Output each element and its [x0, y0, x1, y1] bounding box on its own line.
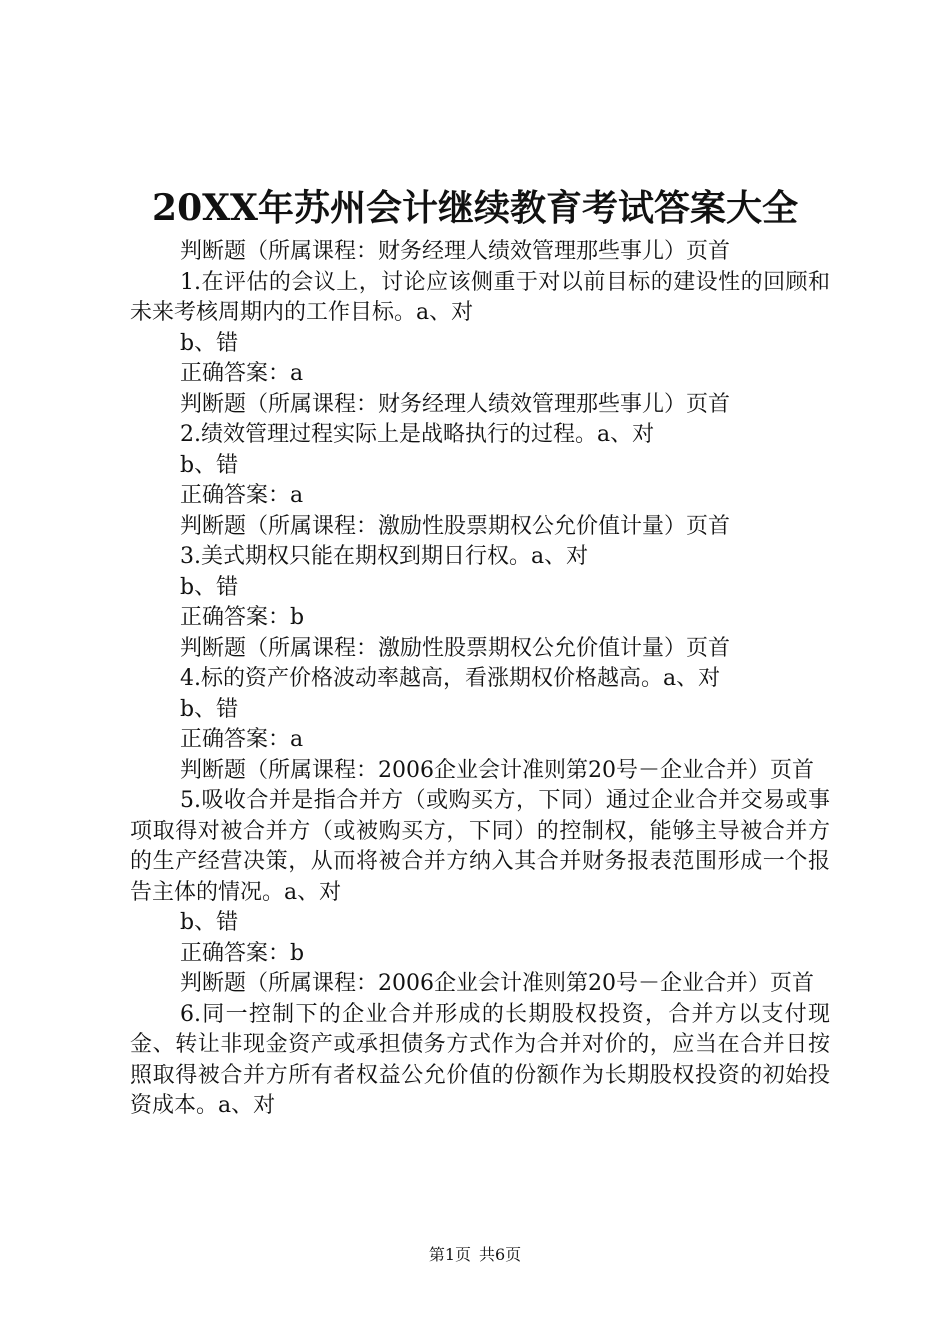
question-text: 4.标的资产价格波动率越高，看涨期权价格越高。a、对 — [180, 666, 721, 691]
question-header: 判断题（所属课程：激励性股票期权公允价值计量）页首 — [180, 635, 731, 661]
question-text: 2.绩效管理过程实际上是战略执行的过程。a、对 — [180, 422, 655, 447]
correct-answer: 正确答案：b — [180, 605, 305, 630]
question-header: 判断题（所属课程：财务经理人绩效管理那些事儿）页首 — [180, 239, 731, 264]
document-body — [130, 237, 830, 1122]
option-b: b、错 — [180, 574, 239, 600]
correct-answer: 正确答案：a — [180, 483, 304, 508]
question-text: 1.在评估的会议上，讨论应该侧重于对以前目标的建设性的回顾和未来考核周期内的工作目标。a、对 — [130, 269, 830, 325]
option-b: b、错 — [180, 910, 239, 935]
page-total: 共6页 — [479, 1245, 522, 1264]
question-text: 6.同一控制下的企业合并形成的长期股权投资，合并方以支付现金、转让非现金资产或承担债务方式作为合并对价的，应当在合并日按照取得被合并方所有者权益公允价值的份额作为长期股权投资的初始投资成本。a、对 — [130, 1001, 830, 1118]
correct-answer: 正确答案：b — [180, 940, 305, 966]
question-header: 判断题（所属课程：2006企业会计准则第20号－企业合并）页首 — [180, 757, 814, 783]
option-b: b、错 — [180, 452, 239, 478]
question-text: 5.吸收合并是指合并方（或购买方，下同）通过企业合并交易或事项取得对被合并方（或被购买方，下同）的控制权，能够主导被合并方的生产经营决策，从而将被合并方纳入其合并财务报表范围形成一个报告主体的情况。a、对 — [130, 788, 830, 905]
correct-answer: 正确答案：a — [180, 727, 304, 752]
option-b: b、错 — [180, 330, 239, 356]
page-footer — [0, 1244, 950, 1266]
question-text: 3.美式期权只能在期权到期日行权。a、对 — [180, 544, 589, 569]
page-number: 第1页 — [428, 1245, 471, 1264]
correct-answer: 正确答案：a — [180, 361, 304, 386]
document-title: 20XX年苏州会计继续教育考试答案大全 — [152, 187, 798, 229]
question-header: 判断题（所属课程：激励性股票期权公允价值计量）页首 — [180, 513, 731, 539]
option-b: b、错 — [180, 696, 239, 722]
question-header: 判断题（所属课程：财务经理人绩效管理那些事儿）页首 — [180, 391, 731, 417]
question-header: 判断题（所属课程：2006企业会计准则第20号－企业合并）页首 — [180, 971, 814, 996]
